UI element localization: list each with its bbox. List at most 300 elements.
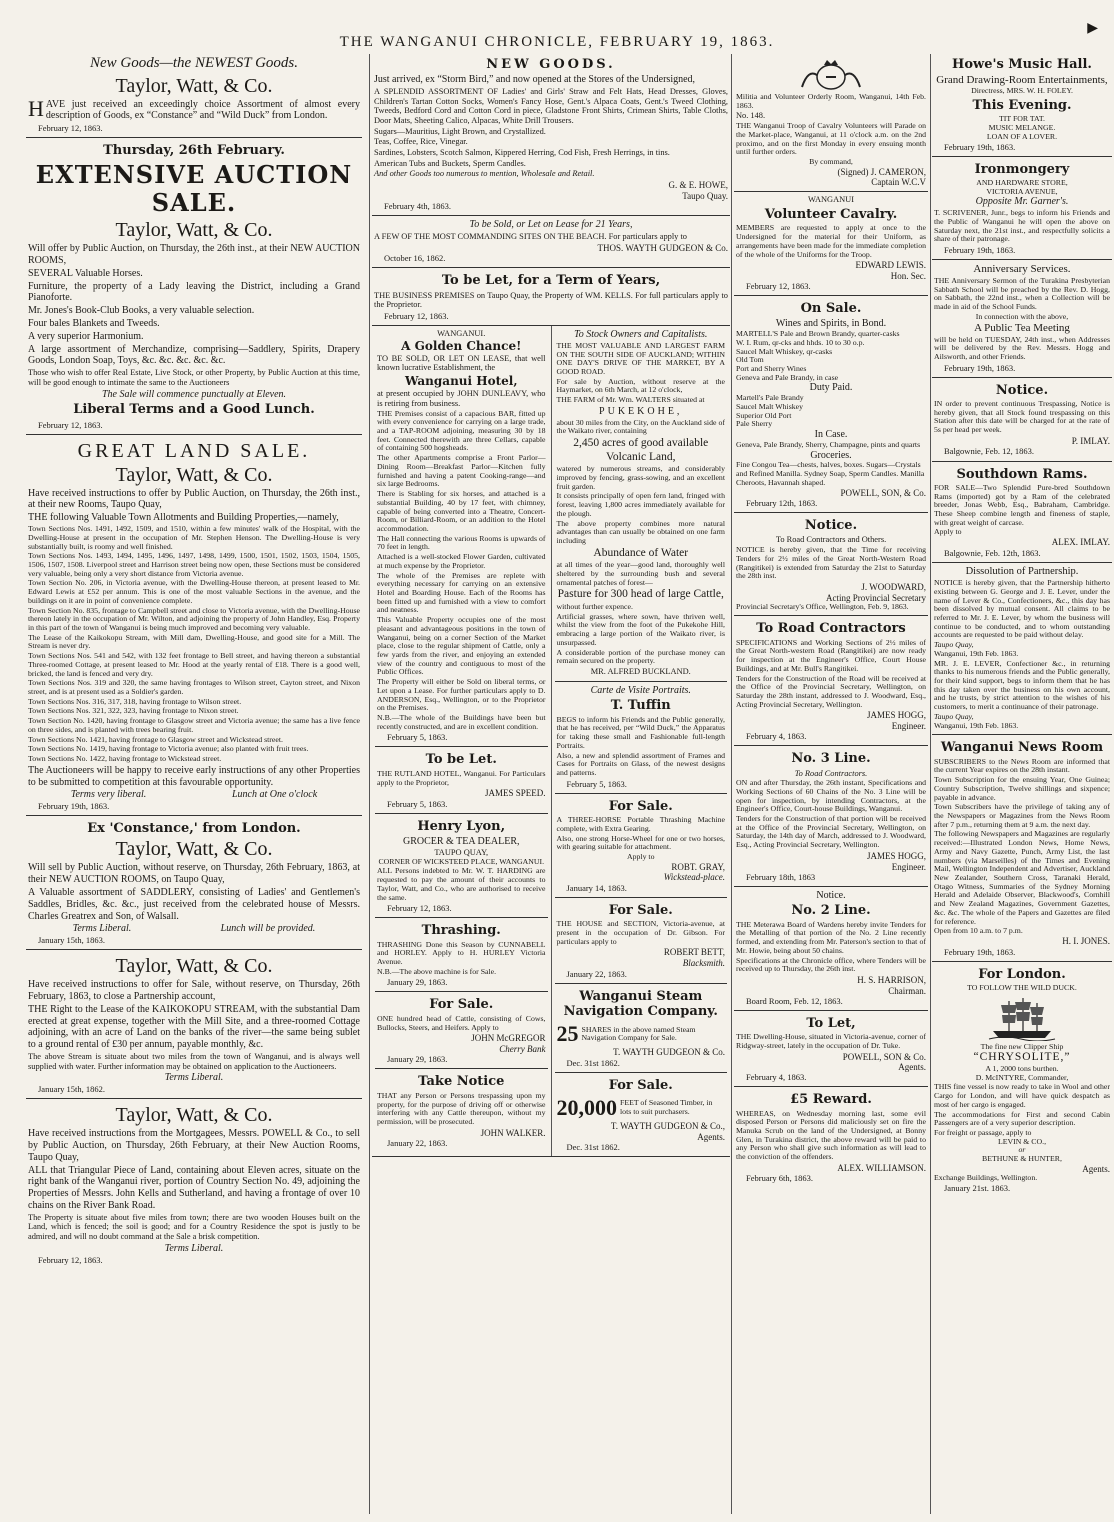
ad-offer: TO BE SOLD, OR LET ON LEASE, that well known lucrative Establishment, the: [377, 353, 546, 373]
ad-militia-orders: [734, 52, 928, 192]
ad-body: ALL that Triangular Piece of Land, containing about Eleven acres, situate on the right bank of the Wanganui river, portion of Country Section No. 49, adjoining the Properties of Messrs. John Kells and Sutherland, and having a frontage of over 10 chains on the River Bank Road.: [28, 1164, 360, 1211]
ad-trespass-notice: [932, 378, 1112, 462]
ad-heading: £5 Reward.: [790, 1092, 872, 1108]
ad-intro: Have received instructions to offer for Sale, without reserve, on Thursday, 26th February, 1863, to close a Partnership account,: [28, 979, 360, 1003]
ad-directress: Directress, MRS. W. H. FOLEY.: [971, 86, 1073, 96]
ad-date: Board Room, Feb. 12, 1863.: [746, 995, 843, 1006]
ad-heading: Carte de Visite Portraits.: [590, 684, 691, 696]
ad-body: Also, one strong Horse-Wheel for one or two horses, with gearing suitable for attachment.: [556, 833, 725, 852]
ad-apply: For freight or passage, apply to: [934, 1128, 1032, 1138]
ad-date: February 18th, 1863: [746, 871, 816, 882]
ad-body: FEET of Seasoned Timber, in lots to suit purchasers.: [620, 1098, 713, 1117]
ad-body: WHEREAS, on Wednesday morning last, some evil disposed Person or Persons did maliciously set on fire the Manuka Scrub on the land of the Undersigned, at Bonny Glen, in Turakina district, the above reward will be paid to any Person who shall give such information as will lead to the conviction of the offenders.: [736, 1108, 926, 1162]
ad-line: A very superior Harmonium.: [28, 330, 144, 342]
ad-day: Thursday, 26th February.: [103, 143, 285, 159]
ad-date: January 15th, 1862.: [38, 1084, 106, 1095]
ad-southdown-rams: [932, 462, 1112, 563]
farm-pasture: Pasture for 300 head of large Cattle,: [557, 588, 724, 601]
ad-lunch: Lunch at One o'clock: [231, 789, 318, 801]
ad-number: 25: [556, 1021, 579, 1047]
ad-date: January 22, 1863.: [566, 968, 627, 979]
ad-date: January 14, 1863.: [566, 882, 627, 893]
ad-note: The above Stream is situate about two miles from the town of Wanganui, and is always well supplied with water. Further information may be obtained on application to the Auctioneers.: [28, 1052, 360, 1071]
ad-title: Ironmongery: [974, 161, 1070, 177]
ad-pukekohe-farm: [555, 326, 728, 682]
ad-paragraph: watered by numerous streams, and considerably improved by fencing, grass-sowing, and an excellent fruit garden.: [556, 464, 725, 491]
ad-date: February 5, 1863.: [387, 798, 448, 809]
ad-place: Taupo Quay.: [682, 190, 728, 201]
ad-line: No. 2 Line.: [791, 903, 871, 919]
ad-volunteer-cavalry: [734, 192, 928, 296]
ad-body: IN order to prevent continuous Trespassing, Notice is hereby given, that all Stock found trespassing on this Station after this date will be charged for at the rate of 5s per head per week.: [934, 399, 1110, 435]
ad-note: Those who wish to offer Real Estate, Live Stock, or other Property, by Public Auction at this time, will be good enough to intimate the same to the Auctioneers: [28, 368, 360, 387]
ad-timber: [555, 1073, 728, 1157]
firm-name: Taylor, Watt, & Co.: [115, 838, 273, 861]
ad-date: February 12, 1863.: [384, 310, 449, 321]
ad-anniversary: [932, 260, 1112, 378]
ad-office: Provincial Secretary's Office, Wellington, Feb. 9, 1863.: [736, 601, 909, 611]
hotel-name: Wanganui Hotel,: [404, 374, 518, 389]
ad-date: Dec. 31st 1862.: [566, 1142, 620, 1153]
section-item: Town Section No. 1420, having frontage to Glasgow street and Victoria avenue; the same has a live fence on three sides, and is planted with trees bearing fruit.: [28, 716, 360, 734]
ad-date: February 12, 1863.: [38, 419, 103, 430]
ad-music-hall: [932, 52, 1112, 157]
ad-partnership-sale: [26, 950, 362, 1099]
ad-date: Dec. 31st 1862.: [566, 1057, 620, 1068]
ad-constance: [26, 816, 362, 950]
ad-on-sale: [734, 296, 928, 513]
ad-place: WANGANUI: [807, 195, 855, 205]
ad-paragraph: The above property combines more natural advantages than can usually be obtained on one farm including: [556, 518, 725, 545]
ad-tuffin: [555, 682, 728, 794]
ad-evening: This Evening.: [972, 98, 1072, 114]
ad-signature: G. & E. HOWE,: [668, 180, 728, 191]
ship-name: “CHRYSOLITE,”: [973, 1051, 1071, 1064]
ad-date: February 19th, 1863.: [38, 801, 110, 812]
ad-signature: ROBERT BETT,: [663, 947, 725, 958]
ad-role: Agents.: [697, 1131, 725, 1142]
ad-liberal: Liberal Terms and a Good Lunch.: [73, 402, 315, 418]
ad-subheading: Groceries.: [810, 449, 852, 461]
ad-lead: THE following Valuable Town Allotments and Building Properties,—namely,: [28, 512, 339, 524]
ad-heading: Thrashing.: [421, 923, 501, 939]
ad-signature: JAMES SPEED.: [484, 788, 546, 799]
ad-hours: Open from 10 a.m. to 7 p.m.: [934, 926, 1023, 936]
ad-paragraph: A considerable portion of the purchase money can remain secured on the property.: [556, 647, 725, 666]
ad-date: Balgownie, Feb. 12, 1863.: [944, 446, 1034, 457]
ad-by: By command,: [809, 156, 853, 166]
ad-item: Sardines, Lobsters, Scotch Salmon, Kippered Herring, Cod Fish, Fresh Herrings, in tins.: [374, 148, 670, 158]
ad-note: The Property is situate about five miles from town; there are two wooden Houses built on the Land, which is fenced; the soil is good; and for a Country Residence the spot is justly to be admired, and will no doubt command at the Sale a brisk competition.: [28, 1212, 360, 1242]
ad-sub: Wines and Spirits, in Bond.: [775, 318, 887, 330]
ad-paragraph: This Valuable Property occupies one of the most pleasant and advantageous positions in the town of Wanganui, being on a corner Section of the Market place, close to the regular shipment of Cattle, only a few yards from the river, and enjoying an extended view of the country and contiguous to most of the Public Offices.: [377, 615, 546, 677]
farm-name: PUKEKOHE,: [599, 405, 683, 417]
ad-signature: POWELL, SON & Co.: [842, 1051, 926, 1062]
ad-body: ON and after Thursday, the 26th instant, Specifications and Working Sections of 60 Chains of the No. 3 Line will be open for inspection, by intending Contractors, at the Engineer's Office, Court-house Buildings, Wanganui.: [736, 778, 926, 814]
ad-signature: MR. ALFRED BUCKLAND.: [590, 666, 691, 676]
ad-sub: To Road Contractors.: [794, 768, 868, 778]
ad-line: SEVERAL Valuable Horses.: [28, 267, 143, 279]
ad-item: W. I. Rum, qr-cks and hhds. 10 to 30 o.p.: [736, 337, 865, 347]
ad-place: Wickstead-place.: [663, 872, 725, 883]
ad-place: TAUPO QUAY,: [434, 848, 489, 857]
ad-role: Chairman.: [888, 985, 926, 996]
ad-body: NOTICE is hereby given, that the Time for receiving Tenders for 2½ miles of the Great North-Western Road (Rangitikei) is extended from Saturday the 21st to Saturday the 28th inst.: [736, 545, 926, 581]
ad-heading: To Road Contractors: [756, 621, 906, 637]
ad-item: Superior Old Port: [736, 410, 792, 420]
ad-date: February 5, 1863.: [566, 778, 627, 789]
column-rule: [369, 54, 370, 1514]
ad-apply: Apply to: [626, 852, 655, 861]
ad-title: Howe's Music Hall.: [952, 57, 1092, 72]
ad-signature: H. I. JONES.: [1062, 936, 1110, 947]
ad-date: February 4, 1863.: [746, 1072, 807, 1083]
ad-subheading: Duty Paid.: [809, 382, 853, 394]
ad-body: THE Anniversary Sermon of the Turakina Presbyterian Sabbath School will be preached by the Rev. D. Hogg, on Sabbath, the 22nd inst., when a Collection will be made in aid of the School Funds.: [934, 275, 1110, 312]
ad-thrashing: [375, 918, 548, 992]
column-4: [932, 52, 1112, 1514]
ad-body: THE BUSINESS PREMISES on Taupo Quay, the Property of WM. KELLS. For full particulars apply to the Proprietor.: [374, 290, 728, 310]
ad-body: THE Right to the Lease of the KAIKOKOPU STREAM, with the substantial Dam erected at great expense, together with the Mill Site, and a three-roomed Cottage adjoining, with an acre of Land on the banks of the river—the same being sublet to a ground rental of £30 per annum, payable monthly, &c.: [28, 1003, 360, 1051]
ad-date: February 19th, 1863.: [944, 946, 1016, 957]
ad-item: Fine Congou Tea—chests, halves, boxes. Sugars—Crystals and Refined Manilla. Sydney Soap, Sperm Candles. Manilla Cheroots, Havannah shaped.: [736, 460, 925, 487]
ad-role: Hon. Sec.: [890, 270, 926, 281]
ad-subheading: In Case.: [814, 429, 848, 441]
ad-extensive-auction: [26, 138, 362, 434]
ad-body: MEMBERS are requested to apply at once to the Undersigned for the material for their Uniform, as arrangements have been made for the immediate completion of the whole of the Uniforms for the Troop.: [736, 223, 926, 259]
ad-place: VICTORIA AVENUE,: [986, 186, 1058, 196]
ad-body: THRASHING Done this Season by CUNNABELL and HORLEY. Apply to H. HURLEY Victoria Avenue.: [377, 939, 546, 967]
ad-closing: The Auctioneers will be happy to receive early instructions of any other Properties to be submitted to competition at this favourable opportunity.: [28, 764, 360, 788]
ad-title: To be Let, for a Term of Years,: [441, 273, 661, 289]
ad-body: Town Subscription for the ensuing Year, One Guinea; Country Subscription, Twelve shillings and sixpence; payable in advance.: [934, 775, 1110, 802]
ad-date: February 12, 1863.: [746, 280, 811, 291]
ad-notice-road: [734, 513, 928, 616]
ad-to-let: [734, 1011, 928, 1087]
ad-heading: To be Let.: [425, 752, 497, 768]
ad-heading: To Let,: [806, 1015, 856, 1031]
ad-steam-navigation: [555, 984, 728, 1073]
ad-place: Exchange Buildings, Wellington.: [934, 1173, 1038, 1182]
ad-head: Militia and Volunteer Orderly Room, Wanganui, 14th Feb. 1863.: [736, 92, 926, 110]
ad-role: Agents.: [1082, 1163, 1110, 1174]
ad-line: Four bales Blankets and Tweeds.: [28, 318, 160, 330]
farm-acres: 2,450 acres of good available Volcanic Land,: [573, 437, 709, 463]
ad-body: MR. J. E. LEVER, Confectioner &c., in returning thanks to his numerous friends and the Public generally, for their kind support, begs to inform them that he has this day taken over the business on his own account, and he trusts, by strict attention to the wishes of his customers, to merit a continuance of their patronage.: [934, 658, 1110, 712]
ad-opposite: Opposite Mr. Garner's.: [975, 196, 1069, 208]
ad-title: EXTENSIVE AUCTION SALE.: [35, 159, 353, 217]
ad-body: THE RUTLAND HOTEL, Wanganui. For Particulars apply to the Proprietor,: [377, 768, 546, 787]
clipper-ship-icon: [987, 995, 1057, 1041]
ad-body: THIS fine vessel is now ready to take in Wool and other Cargo for London, and will have quick despatch as most of her cargo is engaged.: [934, 1082, 1110, 1109]
ad-intro: Have received instructions to offer by Public Auction, on Thursday, the 26th inst., at their new Rooms, Taupo Quay,: [28, 487, 360, 511]
ad-beach-sites: [372, 216, 730, 268]
ad-number: No. 148.: [736, 111, 766, 121]
ad-heading: For Sale.: [608, 1077, 673, 1093]
ad-sub: To Road Contractors and Others.: [775, 535, 887, 545]
ad-lunch: Lunch will be provided.: [220, 923, 316, 935]
ad-kells-premises: [372, 268, 730, 326]
ad-sub: THE MOST VALUABLE AND LARGEST FARM ON THE SOUTH SIDE OF AUCKLAND; WITHIN ONE DAY'S DRIVE OF THE MARKET, BY A GOOD ROAD.: [556, 340, 725, 376]
ad-item: Saucel Malt Whiskey: [736, 401, 803, 411]
ad-signature: EDWARD LEWIS.: [855, 260, 926, 271]
ad-news-room: [932, 735, 1112, 961]
ad-body: The following Newspapers and Magazines are regularly received:—Illustrated London News, Home News, Army and Navy Gazette, Punch, Army List, the last numbers (via Marseilles) of the Times and Evening Mail, Wellington Independent and Advertiser, Auckland New Zealander, Southern Cross, Taranaki Herald, Otago Witness, Summaries of the Sydney Morning Herald and Adelaide Observer, Blackwood's, Cornhill and New Zealand Magazines, Government Gazettes, &c. &c. The whole of the Papers and Gazettes are filed for reference.: [934, 829, 1110, 926]
ad-place: Taupo Quay,: [934, 640, 974, 650]
ad-body: Tenders for the Construction of the Road will be received at the Office of the Provincial Secretary, Wellington, on Saturday the 28th instant, addressed to J. Woodward, Esq., Acting Provincial Secretary, Wellington.: [736, 673, 926, 709]
ad-paragraph: The Hall connecting the various Rooms is upwards of 70 feet in length.: [377, 533, 546, 552]
ad-agents: LEVIN & CO.,: [997, 1136, 1047, 1146]
ad-take-notice: [375, 1069, 548, 1152]
ad-signature: J. WOODWARD,: [861, 582, 926, 592]
ad-commence: The Sale will commence punctually at Eleven.: [101, 388, 287, 400]
left-subcolumn: [372, 326, 551, 1156]
column-2: [372, 52, 730, 1514]
ad-title: GREAT LAND SALE.: [77, 439, 311, 462]
section-item: Town Sections Nos. 321, 322, 323, having frontage to Nixon street.: [28, 706, 239, 716]
ad-body: Will sell by Public Auction, without reserve, on Thursday, 26th February, 1863, at their NEW AUCTION ROOMS, on Taupo Quay,: [28, 862, 360, 886]
ad-item: Port and Sherry Wines: [736, 363, 807, 373]
section-item: Town Sections Nos. 319 and 320, the same having frontages to Wilson street, Cayton street, and Nixon street, and is at present used as a Soldier's garden.: [28, 678, 360, 696]
ad-trade: GROCER & TEA DEALER,: [403, 836, 520, 848]
ad-place: Cherry Bank: [499, 1043, 546, 1054]
ad-conn: In connection with the above,: [975, 311, 1069, 321]
ad-body: A FEW OF THE MOST COMMANDING SITES ON THE BEACH. For particulars apply to: [374, 232, 687, 242]
ad-sub: Grand Drawing-Room Entertainments,: [936, 74, 1108, 87]
ad-heading: No. 3 Line.: [791, 751, 871, 767]
ad-heading: To Stock Owners and Capitalists.: [574, 329, 708, 340]
ad-paragraph: THE Premises consist of a capacious BAR, fitted up with every convenience for carrying on a large trade, and a TAP-ROOM adjoining, measuring 30 by 18 feet. Connected therewith are three Cellars, capable of containing 500 hogsheads.: [377, 408, 546, 453]
ad-body: ALL Persons indebted to Mr. W. T. HARDING are requested to pay the amount of their accounts to Taylor, Watt, and Co., who are authorised to receive the same.: [377, 866, 546, 902]
section-item: Town Sections Nos. 316, 317, 318, having frontage to Wilson street.: [28, 696, 242, 706]
ad-signature: ROBT. GRAY,: [671, 861, 725, 872]
firm-name: Taylor, Watt, & Co.: [115, 74, 273, 97]
ad-body: A THREE-HORSE Portable Thrashing Machine complete, with Extra Gearing.: [556, 815, 725, 833]
ad-signature: T. WAYTH GUDGEON & Co.,: [610, 1121, 725, 1132]
section-item: Town Section No. 206, in Victoria avenue, with the Dwelling-House thereon, at present leased to Mr. Edward Lewis at £52 per annum. This is one of the most valuable Sections in the avenue, and the buildings on it are in point of convenience complete.: [28, 578, 360, 605]
ad-body: THE Meterawa Board of Wardens hereby invite Tenders for the Metalling of that portion of the No. 2 Line recently formed, and extending from Mr. Paterson's section to that of Mr. Howie, being about 50 chains.: [736, 919, 926, 955]
ad-heading: For London.: [978, 966, 1066, 982]
ad-intro: Just arrived, ex “Storm Bird,” and now opened at the Stores of the Undersigned,: [374, 74, 696, 86]
ad-heading: On Sale.: [800, 300, 862, 316]
section-item: The Lease of the Kaikokopu Stream, with Mill dam, Dwelling-House, and good site for a Mill. The Stream is never dry.: [28, 632, 360, 651]
ad-corner: CORNER OF WICKSTEED PLACE, WANGANUI.: [378, 856, 545, 866]
ad-title: Volunteer Cavalry.: [764, 207, 898, 223]
two-column-block: [372, 326, 730, 1157]
ad-tons: A 1, 2000 tons burthen.: [985, 1064, 1059, 1074]
ad-line: Mr. Jones's Book-Club Books, a very valuable selection.: [28, 305, 255, 317]
ad-date: January 15th, 1863.: [38, 935, 106, 946]
ad-item: Saucel Malt Whiskey, qr-casks: [736, 346, 833, 356]
ad-body: NOTICE is hereby given, that the Partnership hitherto existing between G. George and J. E. Lever, under the name of Lever & Co., Confectioners, &c., this day has been dissolved by mutual consent. All claims to be referred to Mr. J. E. Lever, by whom the business will continue to be conducted, and to whom outstanding accounts are requested to be paid without delay.: [934, 578, 1110, 640]
ad-item: Geneva and Pale Brandy, in case: [736, 372, 839, 382]
ad-body: THE Dwelling-House, situated in Victoria-avenue, corner of Ridgway-street, lately in the occupation of Dr. Tuke.: [736, 1032, 926, 1050]
ad-body: THE Wanganui Troop of Cavalry Volunteers will Parade on the Market-place, Wanganui, at 11 o'clock a.m. on the 2nd proximo, and on the first Monday in every ensuing month until further orders.: [736, 121, 926, 157]
ad-title: To be Sold, or Let on Lease for 21 Years,: [469, 219, 633, 231]
ad-body: A SPLENDID ASSORTMENT OF Ladies' and Girls' Straw and Felt Hats, Head Dresses, Gloves, Children's Tartan Cotton Socks, Women's Fancy Hose, Gent.'s Alpaca Coats, Gent.'s Tweed Clothing, Tweeds, Bedford Cord and Cotton Cord in piece, Gladstone Front Shirts, Crimean Shirts, Table Cloths, Door Mats, Sheeting Calico, Alpacas, White Drill Trousers.: [374, 87, 728, 126]
ad-terms: Terms very liberal.: [70, 789, 147, 801]
firm-name: Taylor, Watt, & Co.: [115, 219, 273, 242]
ad-sub: AND HARDWARE STORE,: [976, 177, 1068, 187]
ad-date: February 5, 1863.: [387, 732, 448, 743]
ad-date: January 29, 1863.: [387, 977, 448, 988]
section-item: Town Sections Nos. 1491, 1492, 1509, and 1510, within a few minutes' walk of the Hospital, with the Dwelling-House at present in the occupation of Mr. Stephen Henson. The Dwelling-House is very substantially built, is roomy and well finished.: [28, 524, 360, 551]
right-subcolumn: [551, 326, 731, 1156]
ad-item: MARTELL'S Pale and Brown Brandy, quarter-casks: [736, 329, 900, 339]
masthead: [0, 21, 1114, 51]
ad-heading: Ex 'Constance,' from London.: [87, 821, 301, 837]
ad-item: Pale Sherry: [736, 419, 773, 429]
ad-role: Engineer.: [891, 861, 926, 872]
ad-body: HAVE just received an exceedingly choice Assortment of almost every description of Goods, ex “Constance” and “Wild Duck” from London.: [28, 95, 360, 122]
ad-signature: THOS. WAYTH GUDGEON & Co.: [597, 242, 728, 253]
column-rule: [731, 54, 732, 1514]
ad-signature: T. WAYTH GUDGEON & Co.: [613, 1047, 725, 1058]
ad-role: Agents.: [898, 1062, 926, 1073]
ad-item: Teas, Coffee, Rice, Vinegar.: [374, 137, 468, 147]
ad-timber-row: [557, 1095, 726, 1121]
ad-date: February 12, 1863.: [387, 903, 452, 914]
ad-date: February 12, 1863.: [38, 123, 103, 134]
ad-house-for-sale: [555, 898, 728, 984]
ad-terms-row: [28, 789, 360, 801]
ad-heading: New Goods—the NEWEST Goods.: [89, 55, 299, 71]
firm-name: Taylor, Watt, & Co.: [115, 463, 273, 486]
farm-water: Abundance of Water: [593, 546, 689, 559]
ad-terms: Terms Liberal.: [164, 1242, 224, 1254]
section-item: Town Sections Nos. 541 and 542, with 132 feet frontage to Bell street, and having thereon a substantial Three-roomed Cottage, at present leased to Mr. Hood at the yearly rental of £18. There is a good well, bricked, the land is fenced and very dry.: [28, 651, 360, 678]
ad-title: Anniversary Services.: [973, 262, 1071, 275]
ad-date: January 22, 1863.: [387, 1138, 448, 1149]
royal-crest-icon: [796, 57, 866, 91]
ad-date: Balgownie, Feb. 12th, 1863.: [944, 547, 1041, 558]
ad-body: SPECIFICATIONS and Working Sections of 2½ miles of the Great North-western Road (Rangitikei) are now ready for inspection at the Engineer's Office, Court House Buildings, and at Mr. Bull's Rangitikei.: [736, 637, 926, 673]
ad-item: Old Tom: [736, 355, 764, 365]
ad-paragraph: The other Apartments comprise a Front Parlor—Dining Room—Breakfast Parlor—Kitchen fully furnished and having a patent Cooking-range—and six large Bedrooms.: [377, 453, 546, 489]
ad-body: T. SCRIVENER, Junr., begs to inform his Friends and the Public of Wanganui he will open the above on Saturday next, the 21st inst., and respectfully solicits a share of their patronage.: [934, 208, 1110, 244]
ad-chance: A Golden Chance!: [401, 338, 522, 353]
ad-date: February 12, 1863.: [38, 1254, 103, 1265]
page-arrow-icon: ▶: [1087, 21, 1100, 36]
ad-rutland-hotel: [375, 747, 548, 813]
ad-dissolution: [932, 563, 1112, 736]
ad-date: February 19th, 1863.: [944, 362, 1016, 373]
ad-paragraph: There is Stabling for six horses, and attached is a substantial Building, 40 by 17 feet, with chimney, capable of being converted into a Theatre, Concert-Room, or Billiard-Room, or an addition to the Hotel accommodation.: [377, 489, 546, 533]
ad-place: WANGANUI.: [437, 329, 486, 338]
ad-other: And other Goods too numerous to mention, Wholesale and Retail.: [374, 169, 595, 179]
ad-terms: Terms Liberal.: [164, 1072, 224, 1084]
masthead-title: THE WANGANUI CHRONICLE, FEBRUARY 19, 1863.: [339, 34, 775, 50]
ad-sale: For sale by Auction, without reserve at the Haymarket, on 6th March, at 12 o'clock,: [556, 376, 725, 395]
ad-sub: TO FOLLOW THE WILD DUCK.: [967, 983, 1077, 993]
ad-role: Engineer.: [891, 721, 926, 732]
ad-apply: Apply to: [934, 527, 962, 537]
ad-signature: JAMES HOGG,: [866, 850, 926, 861]
ad-place: Taupo Quay,: [934, 711, 974, 721]
ad-intro: The fine new Clipper Ship: [980, 1041, 1064, 1051]
column-rule: [930, 54, 931, 1514]
ad-signature: POWELL, SON, & Co.: [840, 487, 926, 498]
ad-body: Tenders for the Construction of that portion will be received at the Office of the Provincial Secretary, Wellington, on Saturday, the 14th day of March, addressed to J. Woodward, Esq., Acting Provincial Secretary, Wellington.: [736, 814, 926, 850]
ad-heading: Dissolution of Partnership.: [965, 565, 1079, 577]
ad-signature: ALEX. IMLAY.: [1051, 537, 1110, 548]
section-item: Town Sections Nos. 1493, 1494, 1495, 1496, 1497, 1498, 1499, 1500, 1501, 1502, 1503, 1504, 1505, 1506, 1507, 1508. Liverpool street and Harrison street being now open, these Sections must be considered very valuable, being only a very short distance from Victoria avenue.: [28, 551, 360, 578]
ad-trade: Blacksmith.: [682, 958, 725, 969]
ad-howe-new-goods: [372, 52, 730, 216]
ad-signature: P. IMLAY.: [1071, 435, 1110, 446]
ad-heading: For Sale.: [608, 902, 673, 918]
ad-signature: JAMES HOGG,: [866, 710, 926, 721]
ad-paragraph: The whole of the Premises are replete with everything necessary for carrying on an extensive Hotel and Boarding House. Each of the Rooms has been fitted up and furnished with a view to comfort and neatness.: [377, 570, 546, 615]
ad-date: January 29, 1863.: [387, 1054, 448, 1065]
ad-date: Wanganui, 19th Feb. 1863.: [934, 720, 1019, 730]
column-1: [26, 52, 366, 1514]
ad-role: Captain W.C.V: [871, 177, 926, 188]
ad-no3-line: [734, 746, 928, 886]
ad-date: February 6th, 1863.: [746, 1173, 814, 1184]
ad-heading: Notice.: [816, 889, 846, 901]
ad-date: Wanganui, 19th Feb. 1863.: [934, 648, 1019, 658]
ad-tea: A Public Tea Meeting: [974, 321, 1070, 334]
ad-name: T. Tuffin: [610, 698, 671, 714]
ad-body: THAT any Person or Persons trespassing upon my property, for the purpose of driving off or otherwise interfering with any Cattle thereupon, without my permission, will be prosecuted.: [377, 1090, 546, 1126]
ad-signature: (Signed) J. CAMERON,: [837, 166, 926, 177]
ad-agents: BETHUNE & HUNTER,: [982, 1154, 1062, 1164]
ad-for-london: [932, 962, 1112, 1197]
ad-commander: D. McINTYRE, Commander,: [975, 1072, 1069, 1082]
section-item: Town Section No. 835, frontage to Campbell street and close to Victoria avenue, with the Dwelling-House thereon lately in the occupation of Mr. Wilton, and adjoining the property of John Handley, Esq. Property in this part of the town of Wanganui is being much improved and becoming very valuable.: [28, 605, 360, 632]
ad-heading: NEW GOODS.: [486, 57, 616, 72]
ad-paragraph: Artificial grasses, where sown, have thriven well, whilst the view from the foot of the Pukekohe Hill, embracing a large portion of the Waikato river, is unsurpassed.: [556, 611, 725, 647]
section-item: Town Sections No. 1422, having frontage to Wickstead street.: [28, 754, 222, 764]
ad-date: February 4th, 1863.: [384, 201, 452, 212]
ad-body: SUBSCRIBERS to the News Room are informed that the current Year expires on the 28th instant.: [934, 756, 1110, 775]
ad-date: January 21st. 1863.: [944, 1182, 1011, 1193]
ad-role: Acting Provincial Secretary: [826, 592, 926, 603]
ad-body: THE HOUSE and SECTION, Victoria-avenue, at present in the occupation of Dr. Gibson. For particulars apply to: [556, 919, 725, 946]
ad-body: Specifications at the Chronicle office, where Tenders will be received up to Thursday, the 26th inst.: [736, 955, 926, 974]
ad-shares-row: [557, 1021, 726, 1047]
ad-heading: Wanganui News Room: [940, 740, 1104, 756]
firm-name: Taylor, Watt, & Co.: [115, 955, 273, 978]
ad-paragraph: It consists principally of open fern land, fringed with forest, leaving 1,800 acres immediately available for the plough.: [556, 491, 725, 518]
ad-heading: Wanganui Steam Navigation Company.: [563, 988, 718, 1019]
ad-heading: Southdown Rams.: [956, 466, 1088, 482]
ad-date: October 16, 1862.: [384, 253, 446, 264]
section-item: Town Sections No. 1419, having frontage to Victoria avenue; also planted with fruit trees.: [28, 744, 309, 754]
ad-heading: Notice.: [995, 382, 1049, 398]
ad-body: will be held on TUESDAY, 24th inst., when Addresses will be delivered by the Rev. Messrs. Hogg and Ailsworth, and other Friends.: [934, 334, 1110, 361]
ad-paragraph: without further expence.: [556, 601, 633, 611]
ad-number: 20,000: [556, 1095, 617, 1121]
ad-date: February 4, 1863.: [746, 731, 807, 742]
ad-date: February 12th, 1863.: [746, 498, 818, 509]
ad-body: SHARES in the above named Steam Navigation Company for Sale.: [581, 1024, 696, 1043]
ad-terms: Terms Liberal.: [72, 923, 132, 935]
ad-date: February 19th, 1863.: [944, 141, 1016, 152]
ad-great-land-sale: [26, 435, 362, 816]
ad-signature: ALEX. WILLIAMSON.: [837, 1162, 926, 1173]
firm-name: Taylor, Watt, & Co.: [115, 1104, 273, 1127]
ad-item: Martell's Pale Brandy: [736, 393, 804, 403]
ad-name: Henry Lyon,: [417, 818, 506, 834]
ad-body: ONE hundred head of Cattle, consisting of Cows, Bullocks, Steers, and Heifers. Apply to: [377, 1013, 546, 1032]
ad-paragraph: N.B.—The whole of the Buildings have been but recently constructed, and are in excellent condition.: [377, 713, 546, 731]
ad-lead: THE FARM of Mr. Wm. WALTERS situated at: [556, 395, 705, 405]
ad-cattle-for-sale: [375, 992, 548, 1069]
ad-paragraph: The Property will either be Sold on liberal terms, or Let upon a Lease. For further particulars apply to D. ANDERSON, Esq., Wellington, or to the Proprietor on the Premises.: [377, 677, 546, 713]
ad-intro: Will offer by Public Auction, on Thursday, the 26th inst., at their NEW AUCTION ROOMS,: [28, 243, 360, 267]
